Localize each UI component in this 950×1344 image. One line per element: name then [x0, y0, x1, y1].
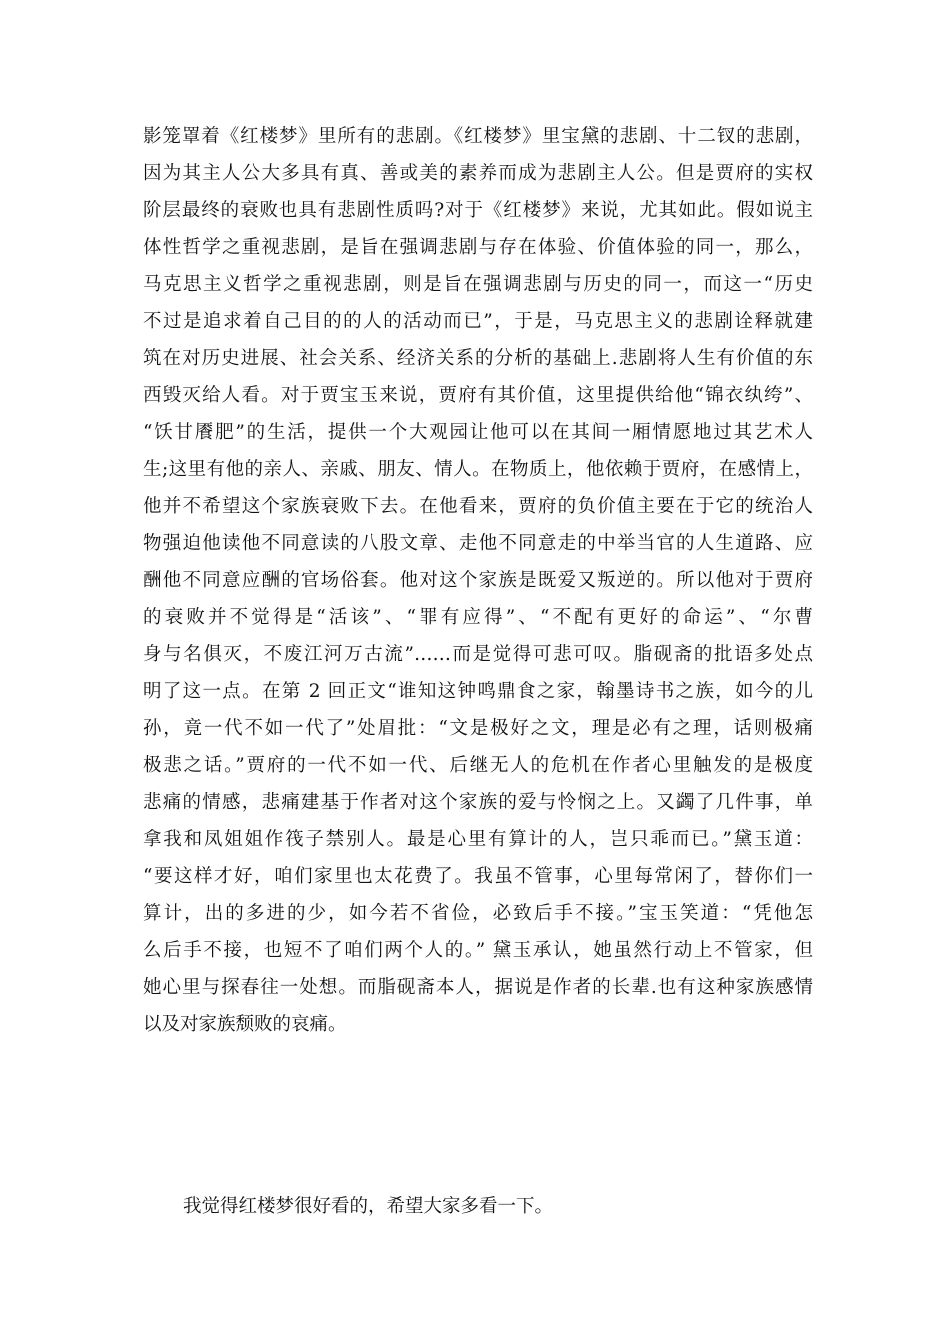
text-line: 的衰败并不觉得是“活该”、“罪有应得”、“不配有更好的命运”、“尔曹	[143, 607, 813, 628]
text-line: 以及对家族颓败的哀痛。	[143, 1014, 347, 1035]
text-line: 极悲之话。”贾府的一代不如一代、后继无人的危机在作者心里触发的是极度	[143, 755, 813, 776]
text-line: 马克思主义哲学之重视悲剧，则是旨在强调悲剧与历史的同一，而这一“历史	[143, 274, 813, 295]
text-line: 拿我和凤姐姐作筏子禁别人。最是心里有算计的人，岂只乖而已。”黛玉道：	[143, 829, 813, 850]
text-line: 生;这里有他的亲人、亲戚、朋友、情人。在物质上，他依赖于贾府，在感情上，	[143, 459, 813, 480]
text-line: 不过是追求着自己目的的人的活动而已”，于是，马克思主义的悲剧诠释就建	[143, 311, 813, 332]
closing-sentence: 我觉得红楼梦很好看的，希望大家多看一下。	[183, 1196, 554, 1217]
text-line: 身与名俱灭，不废江河万古流”……而是觉得可悲可叹。脂砚斋的批语多处点	[143, 644, 813, 665]
text-line: 他并不希望这个家族衰败下去。在他看来，贾府的负价值主要在于它的统治人	[143, 496, 813, 517]
text-line: 影笼罩着《红楼梦》里所有的悲剧。《红楼梦》里宝黛的悲剧、十二钗的悲剧，	[143, 126, 813, 147]
text-line: 因为其主人公大多具有真、善或美的素养而成为悲剧主人公。但是贾府的实权	[143, 163, 813, 184]
body-paragraph	[143, 118, 813, 1043]
text-line: 她心里与探春往一处想。而脂砚斋本人，据说是作者的长辈.也有这种家族感情	[143, 977, 813, 998]
text-line: “饫甘餍肥”的生活，提供一个大观园让他可以在其间一厢情愿地过其艺术人	[143, 422, 813, 443]
text-line: 物强迫他读他不同意读的八股文章、走他不同意走的中举当官的人生道路、应	[143, 533, 813, 554]
text-line: 孙，竟一代不如一代了”处眉批：“文是极好之文，理是必有之理，话则极痛	[143, 718, 813, 739]
text-line: 明了这一点。在第 2 回正文“谁知这钟鸣鼎食之家，翰墨诗书之族，如今的儿	[143, 681, 813, 702]
text-line: 筑在对历史进展、社会关系、经济关系的分析的基础上.悲剧将人生有价值的东	[143, 348, 813, 369]
text-line: 算计，出的多进的少，如今若不省俭，必致后手不接。”宝玉笑道：“凭他怎	[143, 903, 813, 924]
text-line: 西毁灭给人看。对于贾宝玉来说，贾府有其价值，这里提供给他“锦衣纨绔”、	[143, 385, 813, 406]
text-line: 体性哲学之重视悲剧，是旨在强调悲剧与存在体验、价值体验的同一，那么，	[143, 237, 813, 258]
text-line: 么后手不接，也短不了咱们两个人的。” 黛玉承认，她虽然行动上不管家，但	[143, 940, 813, 961]
text-line: “要这样才好，咱们家里也太花费了。我虽不管事，心里每常闲了，替你们一	[143, 866, 813, 887]
text-line: 阶层最终的衰败也具有悲剧性质吗?对于《红楼梦》来说，尤其如此。假如说主	[143, 200, 813, 221]
text-line: 悲痛的情感，悲痛建基于作者对这个家族的爱与怜悯之上。又蠲了几件事，单	[143, 792, 813, 813]
text-line: 酬他不同意应酬的官场俗套。他对这个家族是既爱又叛逆的。所以他对于贾府	[143, 570, 813, 591]
